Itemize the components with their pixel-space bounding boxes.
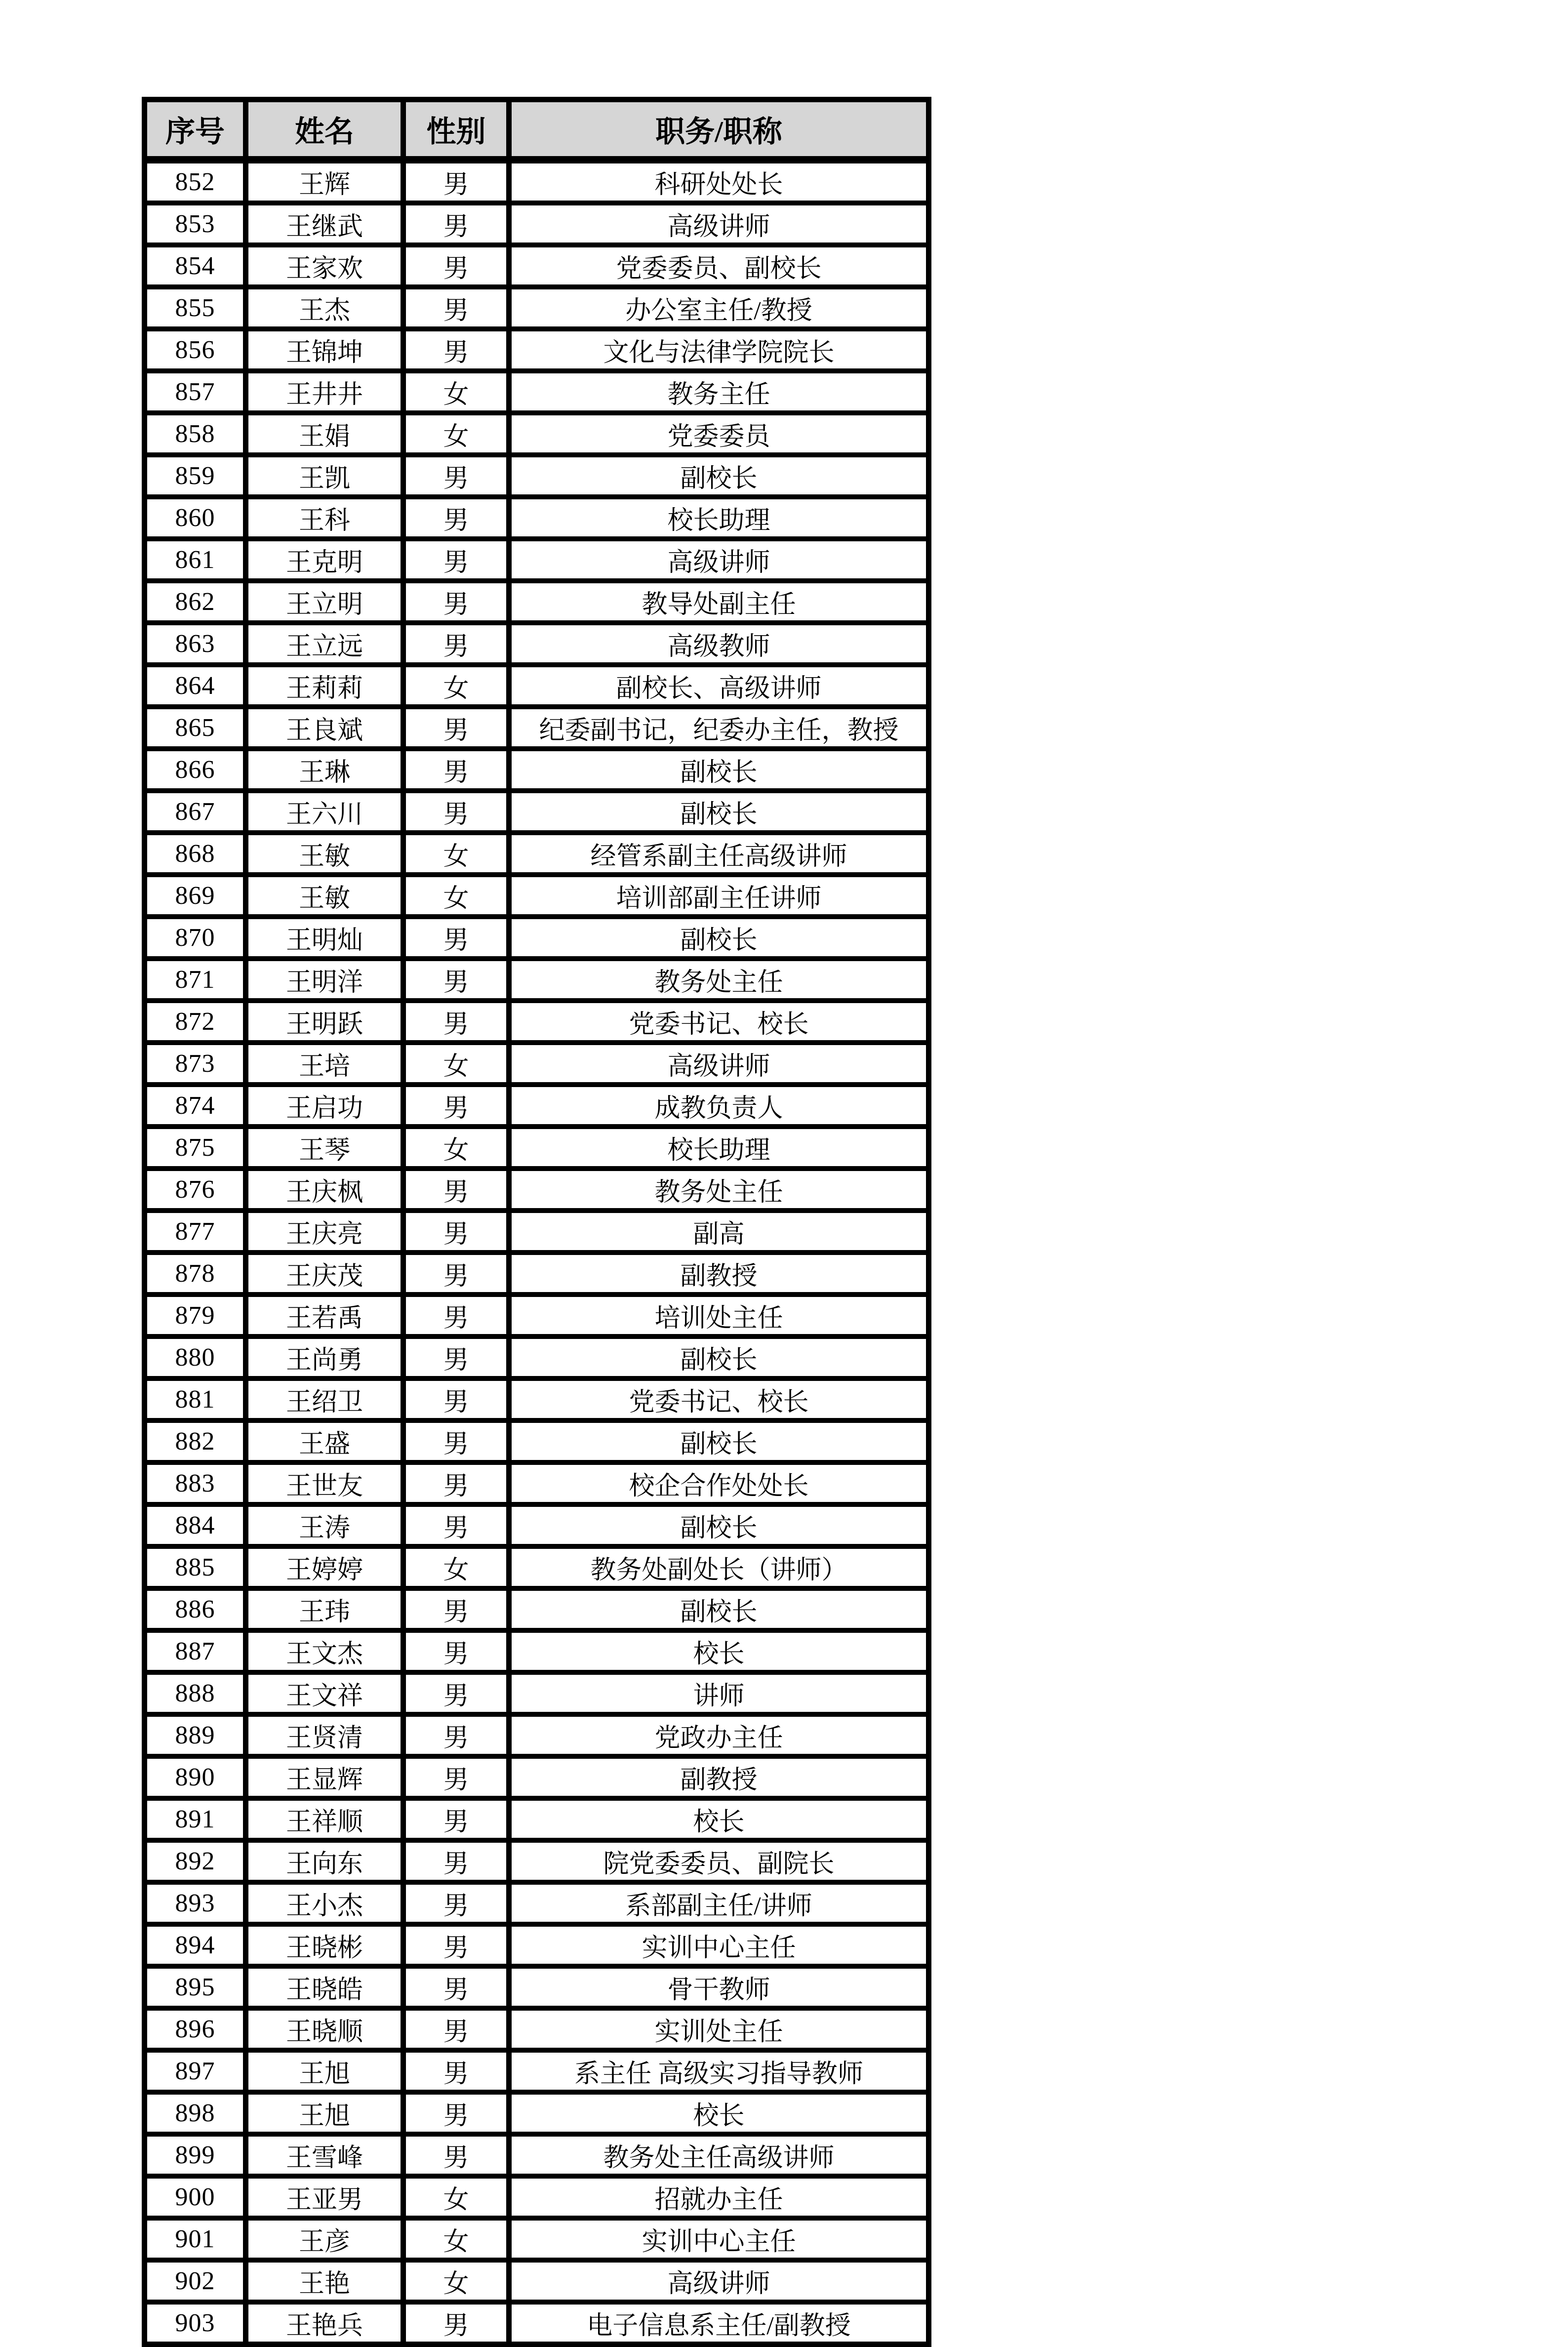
cell-name: 王良斌 [246, 707, 403, 749]
cell-serial: 900 [145, 2176, 246, 2218]
cell-name: 王玮 [246, 1588, 403, 1630]
cell-name: 王向东 [246, 1840, 403, 1882]
cell-gender: 男 [403, 1169, 509, 1211]
cell-gender: 男 [403, 749, 509, 791]
cell-serial: 896 [145, 2008, 246, 2050]
cell-gender: 男 [403, 329, 509, 371]
cell-name: 王涛 [246, 1504, 403, 1546]
table-row [145, 707, 929, 749]
cell-serial: 870 [145, 917, 246, 959]
cell-name: 王井井 [246, 371, 403, 413]
cell-gender: 男 [403, 1924, 509, 1966]
cell-name: 王艳 [246, 2260, 403, 2302]
cell-title: 骨干教师 [509, 1966, 929, 2008]
cell-name: 王敏 [246, 875, 403, 917]
cell-title: 副校长 [509, 749, 929, 791]
cell-title: 教务处副处长（讲师） [509, 1546, 929, 1588]
table-row [145, 1462, 929, 1504]
cell-serial: 856 [145, 329, 246, 371]
next-row-border-stub [401, 2114, 406, 2121]
cell-name: 王明洋 [246, 959, 403, 1001]
table-row [145, 2008, 929, 2050]
cell-title: 实训处主任 [509, 2008, 929, 2050]
cell-serial: 880 [145, 1336, 246, 1378]
cell-serial: 886 [145, 1588, 246, 1630]
cell-name: 王小杰 [246, 1882, 403, 1924]
cell-title: 成教负责人 [509, 1085, 929, 1127]
cell-gender: 男 [403, 2008, 509, 2050]
cell-gender: 女 [403, 2260, 509, 2302]
cell-gender: 男 [403, 623, 509, 665]
table-row [145, 1756, 929, 1798]
cell-serial: 898 [145, 2092, 246, 2134]
cell-serial: 894 [145, 1924, 246, 1966]
cell-name: 王庆亮 [246, 1211, 403, 1253]
cell-gender: 男 [403, 1085, 509, 1127]
table-row [145, 1169, 929, 1211]
table-row [145, 1253, 929, 1295]
table-row [145, 371, 929, 413]
table-row [145, 2176, 929, 2218]
cell-title: 校长助理 [509, 497, 929, 539]
cell-serial: 855 [145, 287, 246, 329]
table-row [145, 1798, 929, 1840]
cell-name: 王贤清 [246, 1714, 403, 1756]
cell-serial: 885 [145, 1546, 246, 1588]
table-row [145, 1504, 929, 1546]
table-row [145, 1043, 929, 1085]
table-row [145, 875, 929, 917]
cell-title: 高级讲师 [509, 2260, 929, 2302]
table-row [145, 1924, 929, 1966]
cell-title: 党委委员、副校长 [509, 245, 929, 287]
table-row [145, 497, 929, 539]
cell-title: 副校长 [509, 917, 929, 959]
table-row [145, 1840, 929, 1882]
cell-gender: 男 [403, 1462, 509, 1504]
cell-title: 教务主任 [509, 371, 929, 413]
cell-name: 王文祥 [246, 1672, 403, 1714]
cell-serial: 875 [145, 1127, 246, 1169]
cell-gender: 男 [403, 1295, 509, 1336]
table-row [145, 329, 929, 371]
cell-serial: 852 [145, 160, 246, 203]
cell-serial: 883 [145, 1462, 246, 1504]
table-row [145, 1966, 929, 2008]
cell-name: 王培 [246, 1043, 403, 1085]
cell-name: 王艳兵 [246, 2302, 403, 2345]
cell-gender: 女 [403, 1546, 509, 1588]
cell-gender: 女 [403, 2176, 509, 2218]
cell-gender: 男 [403, 1253, 509, 1295]
cell-serial: 863 [145, 623, 246, 665]
cell-gender: 男 [403, 959, 509, 1001]
cell-serial: 857 [145, 371, 246, 413]
table-row [145, 2260, 929, 2302]
cell-serial: 861 [145, 539, 246, 581]
cell-name: 王显辉 [246, 1756, 403, 1798]
cell-gender: 男 [403, 707, 509, 749]
cell-name: 王晓顺 [246, 2008, 403, 2050]
table-row [145, 1420, 929, 1462]
table-row [145, 203, 929, 245]
cell-name: 王杰 [246, 287, 403, 329]
table-row [145, 2092, 929, 2134]
cell-serial: 893 [145, 1882, 246, 1924]
cell-gender: 男 [403, 1378, 509, 1420]
cell-title: 校企合作处处长 [509, 1462, 929, 1504]
table-row [145, 1672, 929, 1714]
table-row [145, 1714, 929, 1756]
cell-title: 副校长 [509, 455, 929, 497]
table-row [145, 455, 929, 497]
cell-name: 王彦 [246, 2218, 403, 2260]
cell-gender: 男 [403, 455, 509, 497]
cell-name: 王文杰 [246, 1630, 403, 1672]
cell-title: 高级讲师 [509, 1043, 929, 1085]
cell-title: 党委书记、校长 [509, 1378, 929, 1420]
cell-name: 王家欢 [246, 245, 403, 287]
cell-title: 经管系副主任高级讲师 [509, 833, 929, 875]
table-row [145, 1336, 929, 1378]
cell-serial: 858 [145, 413, 246, 455]
cell-name: 王凯 [246, 455, 403, 497]
cell-name: 王继武 [246, 203, 403, 245]
table-row [145, 581, 929, 623]
cell-gender: 男 [403, 917, 509, 959]
cell-name: 王克明 [246, 539, 403, 581]
cell-serial: 897 [145, 2050, 246, 2092]
cell-serial: 854 [145, 245, 246, 287]
cell-name: 王婷婷 [246, 1546, 403, 1588]
cell-serial: 874 [145, 1085, 246, 1127]
cell-serial: 860 [145, 497, 246, 539]
table-body [145, 160, 929, 2345]
table-row [145, 749, 929, 791]
table-row [145, 1085, 929, 1127]
cell-serial: 884 [145, 1504, 246, 1546]
cell-title: 系主任 高级实习指导教师 [509, 2050, 929, 2092]
cell-name: 王立明 [246, 581, 403, 623]
cell-name: 王晓皓 [246, 1966, 403, 2008]
cell-gender: 男 [403, 2302, 509, 2345]
cell-serial: 895 [145, 1966, 246, 2008]
cell-serial: 867 [145, 791, 246, 833]
table-row [145, 1127, 929, 1169]
cell-title: 高级讲师 [509, 203, 929, 245]
cell-serial: 853 [145, 203, 246, 245]
cell-title: 纪委副书记，纪委办主任，教授 [509, 707, 929, 749]
cell-name: 王立远 [246, 623, 403, 665]
cell-title: 培训处主任 [509, 1295, 929, 1336]
cell-gender: 男 [403, 287, 509, 329]
cell-name: 王启功 [246, 1085, 403, 1127]
cell-gender: 男 [403, 539, 509, 581]
cell-serial: 882 [145, 1420, 246, 1462]
cell-title: 副校长、高级讲师 [509, 665, 929, 707]
cell-title: 副校长 [509, 791, 929, 833]
cell-gender: 男 [403, 1588, 509, 1630]
cell-serial: 866 [145, 749, 246, 791]
table-row [145, 959, 929, 1001]
cell-title: 校长 [509, 1798, 929, 1840]
header-cell-title: 职务/职称 [509, 100, 929, 160]
cell-name: 王尚勇 [246, 1336, 403, 1378]
cell-serial: 873 [145, 1043, 246, 1085]
table-row [145, 665, 929, 707]
table-row [145, 917, 929, 959]
cell-gender: 男 [403, 2134, 509, 2176]
cell-title: 实训中心主任 [509, 1924, 929, 1966]
cell-name: 王科 [246, 497, 403, 539]
cell-name: 王莉莉 [246, 665, 403, 707]
cell-gender: 女 [403, 875, 509, 917]
table-row [145, 160, 929, 203]
cell-gender: 男 [403, 791, 509, 833]
cell-name: 王祥顺 [246, 1798, 403, 1840]
cell-serial: 872 [145, 1001, 246, 1043]
cell-name: 王若禹 [246, 1295, 403, 1336]
cell-title: 党政办主任 [509, 1714, 929, 1756]
cell-name: 王娟 [246, 413, 403, 455]
cell-gender: 男 [403, 1504, 509, 1546]
table-row [145, 791, 929, 833]
cell-title: 党委委员 [509, 413, 929, 455]
cell-gender: 男 [403, 1001, 509, 1043]
cell-title: 教导处副主任 [509, 581, 929, 623]
table-row [145, 1001, 929, 1043]
table-row [145, 1882, 929, 1924]
next-row-border-stub [506, 2114, 512, 2121]
cell-name: 王雪峰 [246, 2134, 403, 2176]
next-row-border-stub [142, 2114, 147, 2121]
cell-title: 教务处主任 [509, 1169, 929, 1211]
table-row [145, 623, 929, 665]
cell-title: 副校长 [509, 1420, 929, 1462]
cell-gender: 男 [403, 1630, 509, 1672]
cell-serial: 899 [145, 2134, 246, 2176]
table-row [145, 539, 929, 581]
cell-gender: 男 [403, 1756, 509, 1798]
cell-name: 王庆枫 [246, 1169, 403, 1211]
cell-serial: 887 [145, 1630, 246, 1672]
table-row [145, 1378, 929, 1420]
cell-serial: 888 [145, 1672, 246, 1714]
cell-title: 副教授 [509, 1253, 929, 1295]
cell-serial: 871 [145, 959, 246, 1001]
table-row [145, 2134, 929, 2176]
cell-gender: 女 [403, 413, 509, 455]
table-row [145, 2302, 929, 2345]
header-cell-serial: 序号 [145, 100, 246, 160]
cell-name: 王琴 [246, 1127, 403, 1169]
cell-title: 校长 [509, 2092, 929, 2134]
table-row [145, 2218, 929, 2260]
cell-serial: 869 [145, 875, 246, 917]
cell-serial: 864 [145, 665, 246, 707]
cell-name: 王世友 [246, 1462, 403, 1504]
cell-title: 文化与法律学院院长 [509, 329, 929, 371]
header-cell-name: 姓名 [246, 100, 403, 160]
next-row-border-stub [243, 2114, 248, 2121]
cell-name: 王旭 [246, 2050, 403, 2092]
cell-name: 王亚男 [246, 2176, 403, 2218]
cell-name: 王绍卫 [246, 1378, 403, 1420]
cell-gender: 女 [403, 1043, 509, 1085]
cell-gender: 男 [403, 497, 509, 539]
cell-serial: 890 [145, 1756, 246, 1798]
cell-name: 王辉 [246, 160, 403, 203]
cell-gender: 男 [403, 160, 509, 203]
cell-title: 系部副主任/讲师 [509, 1882, 929, 1924]
cell-serial: 879 [145, 1295, 246, 1336]
header-cell-gender: 性别 [403, 100, 509, 160]
cell-serial: 878 [145, 1253, 246, 1295]
cell-title: 副校长 [509, 1588, 929, 1630]
table-row [145, 1295, 929, 1336]
cell-gender: 男 [403, 1840, 509, 1882]
cell-title: 培训部副主任讲师 [509, 875, 929, 917]
cell-name: 王庆茂 [246, 1253, 403, 1295]
table-row [145, 1588, 929, 1630]
cell-title: 院党委委员、副院长 [509, 1840, 929, 1882]
cell-gender: 男 [403, 2050, 509, 2092]
cell-serial: 902 [145, 2260, 246, 2302]
cell-serial: 901 [145, 2218, 246, 2260]
cell-title: 教务处主任高级讲师 [509, 2134, 929, 2176]
cell-name: 王明跃 [246, 1001, 403, 1043]
table-row [145, 2050, 929, 2092]
table-row [145, 1630, 929, 1672]
cell-gender: 男 [403, 1420, 509, 1462]
cell-title: 电子信息系主任/副教授 [509, 2302, 929, 2345]
cell-gender: 男 [403, 203, 509, 245]
cell-gender: 女 [403, 371, 509, 413]
cell-gender: 男 [403, 1882, 509, 1924]
cell-gender: 女 [403, 833, 509, 875]
cell-serial: 891 [145, 1798, 246, 1840]
cell-name: 王六川 [246, 791, 403, 833]
cell-serial: 903 [145, 2302, 246, 2345]
table-row [145, 245, 929, 287]
cell-serial: 865 [145, 707, 246, 749]
table-row [145, 833, 929, 875]
cell-title: 实训中心主任 [509, 2218, 929, 2260]
cell-title: 校长助理 [509, 1127, 929, 1169]
cell-title: 高级讲师 [509, 539, 929, 581]
cell-name: 王明灿 [246, 917, 403, 959]
cell-gender: 男 [403, 1211, 509, 1253]
cell-serial: 881 [145, 1378, 246, 1420]
cell-gender: 女 [403, 2218, 509, 2260]
cell-serial: 876 [145, 1169, 246, 1211]
cell-title: 讲师 [509, 1672, 929, 1714]
cell-title: 教务处主任 [509, 959, 929, 1001]
cell-title: 副高 [509, 1211, 929, 1253]
cell-gender: 女 [403, 665, 509, 707]
cell-gender: 男 [403, 581, 509, 623]
cell-gender: 男 [403, 245, 509, 287]
cell-name: 王晓彬 [246, 1924, 403, 1966]
cell-gender: 男 [403, 1798, 509, 1840]
cell-name: 王旭 [246, 2092, 403, 2134]
cell-title: 办公室主任/教授 [509, 287, 929, 329]
table-row [145, 1546, 929, 1588]
table-row [145, 1211, 929, 1253]
cell-serial: 859 [145, 455, 246, 497]
cell-serial: 868 [145, 833, 246, 875]
cell-title: 高级教师 [509, 623, 929, 665]
cell-title: 副校长 [509, 1336, 929, 1378]
cell-title: 科研处处长 [509, 160, 929, 203]
cell-title: 副教授 [509, 1756, 929, 1798]
cell-name: 王锦坤 [246, 329, 403, 371]
cell-gender: 男 [403, 2092, 509, 2134]
cell-title: 校长 [509, 1630, 929, 1672]
cell-gender: 男 [403, 1672, 509, 1714]
cell-name: 王琳 [246, 749, 403, 791]
cell-gender: 男 [403, 1714, 509, 1756]
cell-name: 王敏 [246, 833, 403, 875]
cell-name: 王盛 [246, 1420, 403, 1462]
cell-gender: 女 [403, 1127, 509, 1169]
table-header-row [145, 100, 929, 160]
cell-title: 副校长 [509, 1504, 929, 1546]
cell-serial: 892 [145, 1840, 246, 1882]
personnel-roster-table [142, 97, 931, 2347]
cell-title: 党委书记、校长 [509, 1001, 929, 1043]
cell-serial: 877 [145, 1211, 246, 1253]
table-row [145, 413, 929, 455]
table-row [145, 287, 929, 329]
cell-title: 招就办主任 [509, 2176, 929, 2218]
cell-serial: 862 [145, 581, 246, 623]
cell-gender: 男 [403, 1336, 509, 1378]
cell-serial: 889 [145, 1714, 246, 1756]
cell-gender: 男 [403, 1966, 509, 2008]
